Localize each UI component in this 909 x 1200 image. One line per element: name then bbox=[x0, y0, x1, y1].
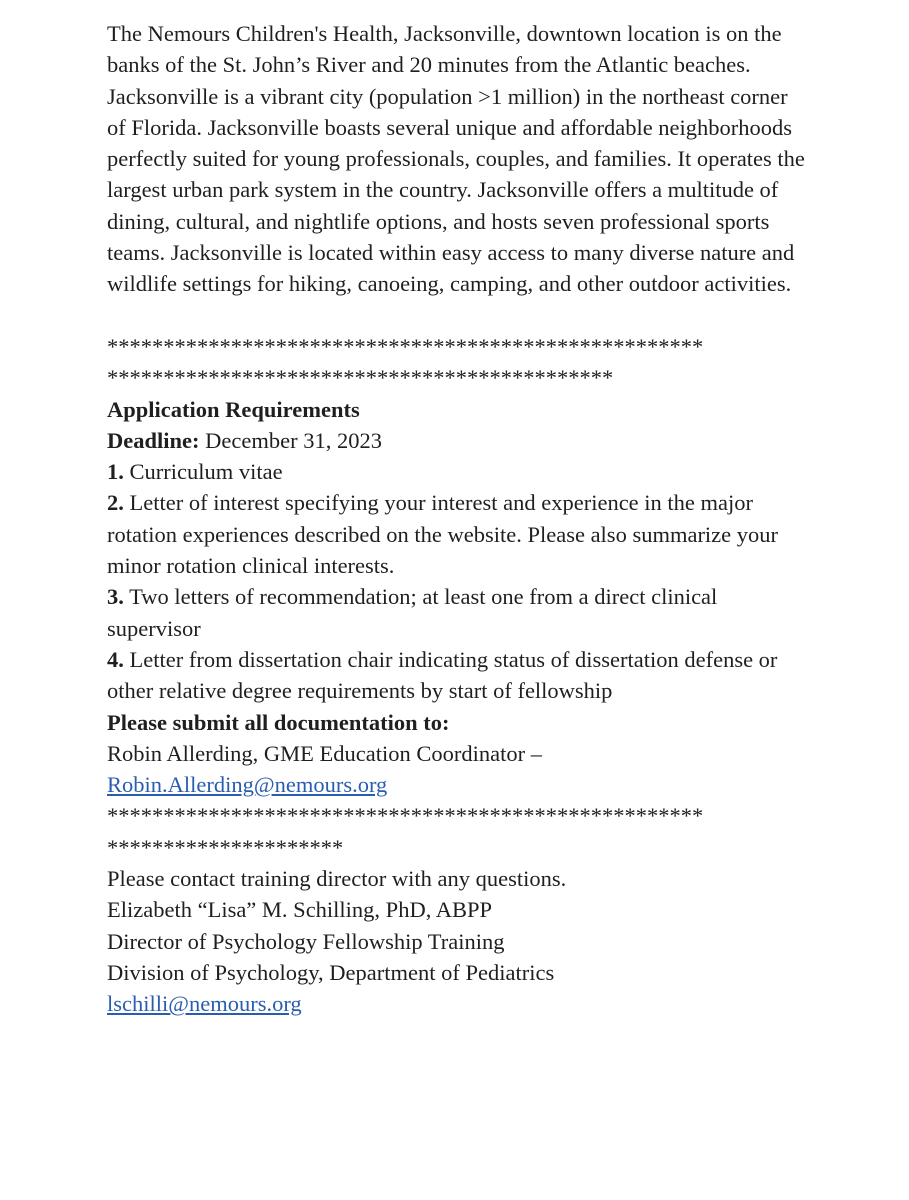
contact-title: Director of Psychology Fellowship Training bbox=[107, 928, 505, 954]
requirement-text: Letter of interest specifying your interest and experience in the major rotation experiences described on the website. Please also summarize your minor rotation clinical interests. bbox=[107, 490, 779, 579]
deadline-label: Deadline: bbox=[107, 427, 200, 453]
coordinator-email-line bbox=[107, 769, 807, 800]
coordinator-line: Robin Allerding, GME Education Coordinator – bbox=[107, 740, 542, 766]
requirement-number: 2. bbox=[107, 490, 124, 516]
requirement-item bbox=[107, 456, 807, 487]
separator-line: ***************************************************** bbox=[107, 333, 704, 359]
contact-note: Please contact training director with any questions. bbox=[107, 866, 567, 892]
requirement-item bbox=[107, 644, 807, 707]
contact-email-link[interactable]: lschilli@nemours.org bbox=[107, 991, 302, 1017]
deadline-line bbox=[107, 425, 807, 456]
contact-division: Division of Psychology, Department of Pediatrics bbox=[107, 959, 555, 985]
requirement-text: Letter from dissertation chair indicating status of dissertation defense or other relative degree requirements by start of fellowship bbox=[107, 646, 778, 704]
requirement-number: 1. bbox=[107, 459, 124, 485]
requirement-item bbox=[107, 581, 807, 644]
requirement-text: Curriculum vitae bbox=[123, 459, 283, 485]
document-page bbox=[107, 18, 807, 1020]
separator-line: ***************************************************** bbox=[107, 803, 704, 829]
contact-name: Elizabeth “Lisa” M. Schilling, PhD, ABPP bbox=[107, 897, 492, 923]
submit-label: Please submit all documentation to: bbox=[107, 709, 450, 735]
intro-paragraph: The Nemours Children's Health, Jacksonville, downtown location is on the banks of the St. John’s River and 20 minutes from the Atlantic beaches. Jacksonville is a vibrant city (population >1 million) in the northeast corner of Florida. Jacksonville boasts several unique and affordable neighborhoods perfectly suited for young professionals, couples, and families. It operates the largest urban park system in the country. Jacksonville offers a multitude of dining, cultural, and nightlife options, and hosts seven professional sports teams. Jacksonville is located within easy access to many diverse nature and wildlife settings for hiking, canoeing, camping, and other outdoor activities. bbox=[107, 21, 805, 297]
separator-line: ********************* bbox=[107, 834, 344, 860]
requirement-number: 3. bbox=[107, 584, 124, 610]
contact-email-line bbox=[107, 988, 807, 1019]
requirement-number: 4. bbox=[107, 646, 124, 672]
deadline-value: December 31, 2023 bbox=[199, 427, 382, 453]
blank-line bbox=[107, 300, 807, 331]
section-heading: Application Requirements bbox=[107, 396, 360, 422]
coordinator-email-link[interactable]: Robin.Allerding@nemours.org bbox=[107, 772, 388, 798]
separator-line: ********************************************* bbox=[107, 365, 614, 391]
requirement-item bbox=[107, 487, 807, 581]
requirement-text: Two letters of recommendation; at least one from a direct clinical supervisor bbox=[107, 584, 718, 641]
